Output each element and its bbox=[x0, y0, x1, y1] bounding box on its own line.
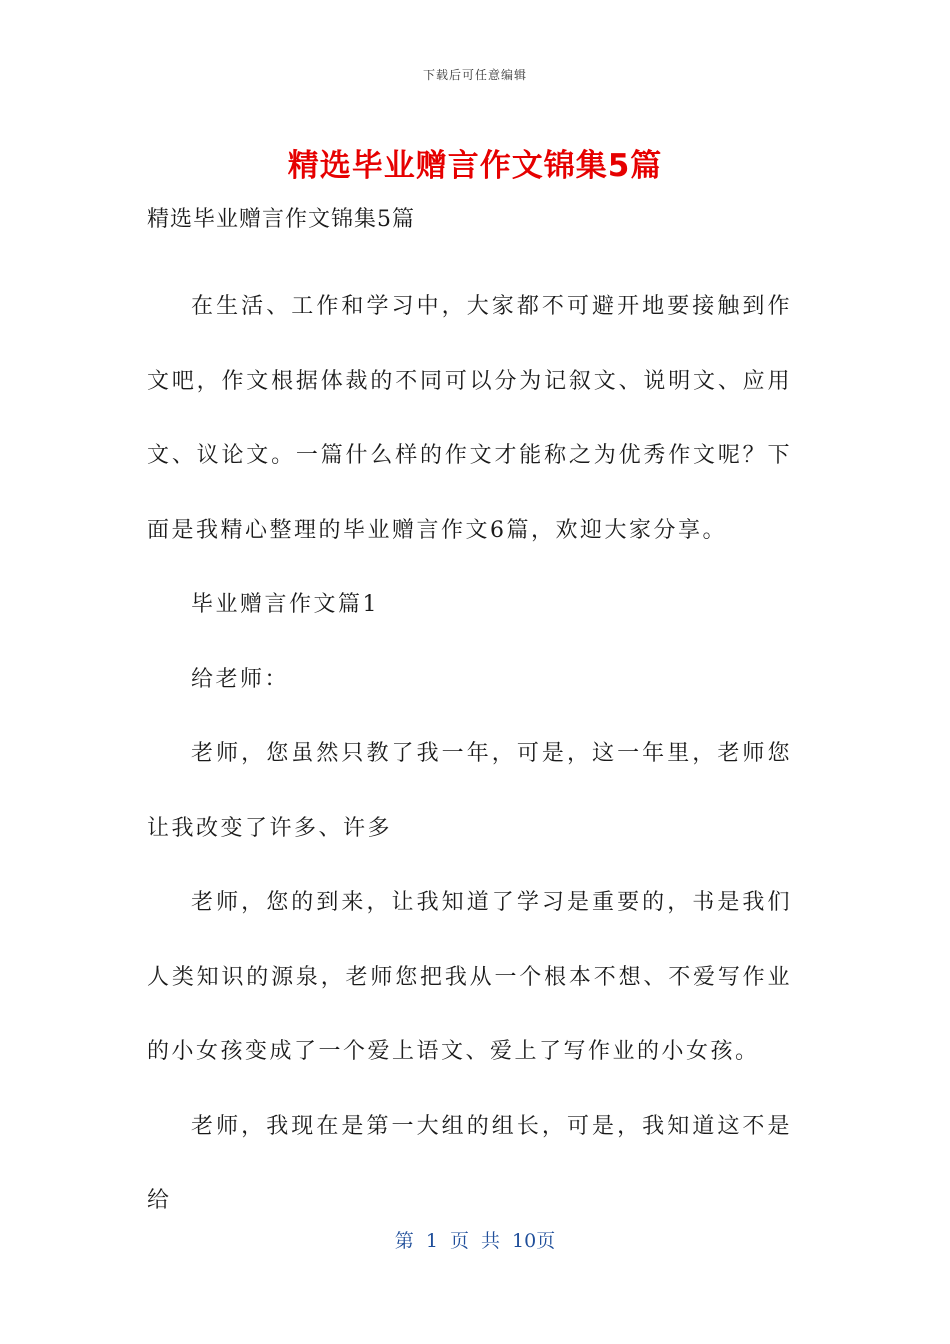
paragraph-intro: 在生活、工作和学习中，大家都不可避开地要接触到作文吧，作文根据体裁的不同可以分为记叙文、说明文、应用文、议论文。一篇什么样的作文才能称之为优秀作文呢？下面是我精心整理的毕业赠言作文6篇，欢迎大家分享。 bbox=[147, 294, 792, 543]
paragraph: 老师，您的到来，让我知道了学习是重要的，书是我们人类知识的源泉，老师您把我从一个根本不想、不爱写作业的小女孩变成了一个爱上语文、爱上了写作业的小女孩。 bbox=[147, 890, 792, 1064]
download-note: 下载后可任意编辑 bbox=[422, 68, 527, 82]
section-heading: 毕业赠言作文篇1 bbox=[191, 592, 379, 617]
paragraph: 老师，您虽然只教了我一年，可是，这一年里，老师您让我改变了许多、许多 bbox=[147, 741, 792, 841]
page-number: 第 1 页 共 10页 bbox=[394, 1230, 556, 1252]
document-body bbox=[147, 196, 792, 1239]
document-subtitle: 精选毕业赠言作文锦集5篇 bbox=[147, 207, 415, 232]
document-title: 精选毕业赠言作文锦集5篇 bbox=[287, 148, 663, 184]
salutation: 给老师： bbox=[191, 666, 290, 692]
paragraph: 老师，我现在是第一大组的组长，可是，我知道这不是给 bbox=[147, 1113, 792, 1213]
